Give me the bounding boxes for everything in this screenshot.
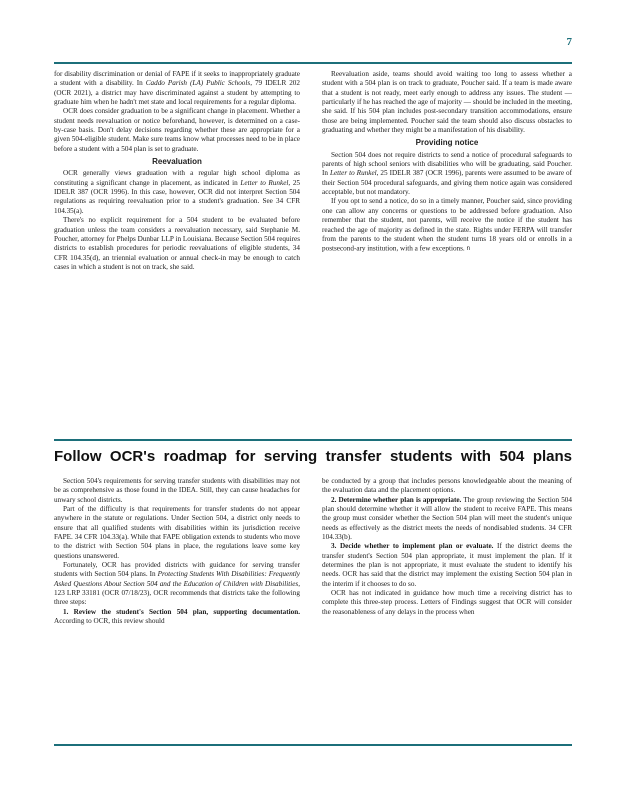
paragraph: Section 504 does not require districts to send a notice of procedural safeguards to parents of high school seniors with disabilities who will be graduating, said Poucher. In Letter to Runkel, 25 IDELR 387 (OCR 1996), parents were assumed to be aware of their Section 504 procedural safeguards, and giving them notice again was considered acceptable, but not mandatory. [322, 150, 572, 197]
paragraph: for disability discrimination or denial of FAPE if it seeks to inappropriately graduate a student with a disability. In Caddo Parish (LA) Public Schools, 79 IDELR 202 (OCR 2021), a district may have discriminated against a student by attempting to graduate him when he hadn't met state and local requirements for a regular diploma. [54, 70, 300, 107]
paragraph: Fortunately, OCR has provided districts with guidance for serving transfer students with Section 504 plans. In Protecting Students With Disabilities: Frequently Asked Questions About Section 504 and the Education of Children with Disabilities, 123 LRP 33181 (OCR 07/18/23), OCR recommends that districts take the following three steps: [54, 561, 300, 607]
section-heading-reevaluation: Reevaluation [152, 157, 202, 167]
page-number: 7 [566, 36, 572, 48]
paragraph: be conducted by a group that includes persons knowledgeable about the meaning of the evaluation data and the placement options. [322, 477, 572, 495]
paragraph: Part of the difficulty is that requirements for transfer students do not appear anywhere in the statute or regulations. Under Section 504, a district only needs to ensure that all qualified students with disabilities within its jurisdiction receive FAPE. 34 CFR 104.33(a). While that FAPE obligation extends to students who move to the district with Section 504 plans in place, the regulations leave some key questions unanswered. [54, 505, 300, 560]
section-heading-providing-notice: Providing notice [415, 138, 479, 148]
paragraph: Reevaluation aside, teams should avoid waiting too long to assess whether a student with a 504 plan is on track to graduate, Poucher said. If a team is made aware that a student is not ready, meet early enough to address any issues. The student — particularly if he has reached the age of majority — should be included in the meeting, she said. If his 504 plan includes post-secondary transition accommodations, ensure those are being implemented. Poucher said the team should also discuss obstacles to graduating and whether they might be a manifestation of his disability. [322, 70, 572, 135]
top-rule [54, 62, 572, 64]
paragraph: 1. Review the student's Section 504 plan, supporting documentation. According to OCR, this review should [54, 607, 300, 626]
top-right-column [322, 70, 572, 254]
paragraph: If you opt to send a notice, do so in a timely manner, Poucher said, since providing one can allow any concerns or questions to be addressed before graduation. Also remember that the student, not parents, will receive the notice if the student has reached the age of majority as defined in the state. Rights under FERPA will transfer from the parents to the student when the student turns 18 years old or enrolls in a postsecond-ary institution, with a few exceptions. n [322, 197, 572, 253]
paragraph: OCR has not indicated in guidance how much time a receiving district has to complete this three-step process. Letters of Findings suggest that OCR will consider the reasonableness of any delays in the process when [322, 589, 572, 616]
paragraph: Section 504's requirements for serving transfer students with disabilities may not be as comprehensive as those found in the IDEA. Still, they can cause headaches for unwary school districts. [54, 477, 300, 504]
top-left-column [54, 70, 300, 272]
article-divider [54, 439, 572, 441]
paragraph: There's no explicit requirement for a 504 student to be evaluated before graduation unless the team considers a reevaluation necessary, said Stephanie M. Poucher, attorney for Phelps Dunbar LLP in Louisiana. Because Section 504 requires districts to establish procedures for periodic reevaluations of eligible students, 34 CFR 104.35(d), an triennial evaluation or annual check-in may be enough to catch cases in which a student is not on track, she said. [54, 216, 300, 271]
paragraph: OCR generally views graduation with a regular high school diploma as constituting a significant change in placement, as indicated in Letter to Runkel, 25 IDELR 387 (OCR 1996). In this case, however, OCR did not interpret Section 504 regulations as requiring reevaluation prior to a student's graduation. See 34 CFR 104.35(a). [54, 169, 301, 215]
bottom-rule [54, 744, 572, 746]
end-mark-icon: n [466, 245, 471, 253]
paragraph: 2. Determine whether plan is appropriate. The group reviewing the Section 504 plan should determine whether it will allow the student to receive FAPE. This means the group must consider whether the Section 504 plan will meet the student's unique needs as effectively as the district meets the needs of nondisabled students. 34 CFR 104.33(b). [322, 495, 572, 542]
bottom-right-column [322, 477, 572, 617]
paragraph: OCR does consider graduation to be a significant change in placement. Whether a student needs reevaluation or notice beforehand, however, is determined on a case-by-case basis. Don't delay decisions regarding whether these are appropriate for a given 504-eligible student. Make sure teams know what processes need to be in place before a student with a 504 plan is set to graduate. [54, 107, 300, 153]
article-headline: Follow OCR's roadmap for serving transfer students with 504 plans [54, 448, 572, 465]
bottom-left-column [54, 477, 300, 627]
paragraph: 3. Decide whether to implement plan or evaluate. If the district deems the transfer student's Section 504 plan appropriate, it must implement the plan. If it determines the plan is not appropriate, it must evaluate the student to identify his needs. OCR has said that the district may implement the existing Section 504 plan in the interim if it chooses to do so. [322, 542, 572, 588]
